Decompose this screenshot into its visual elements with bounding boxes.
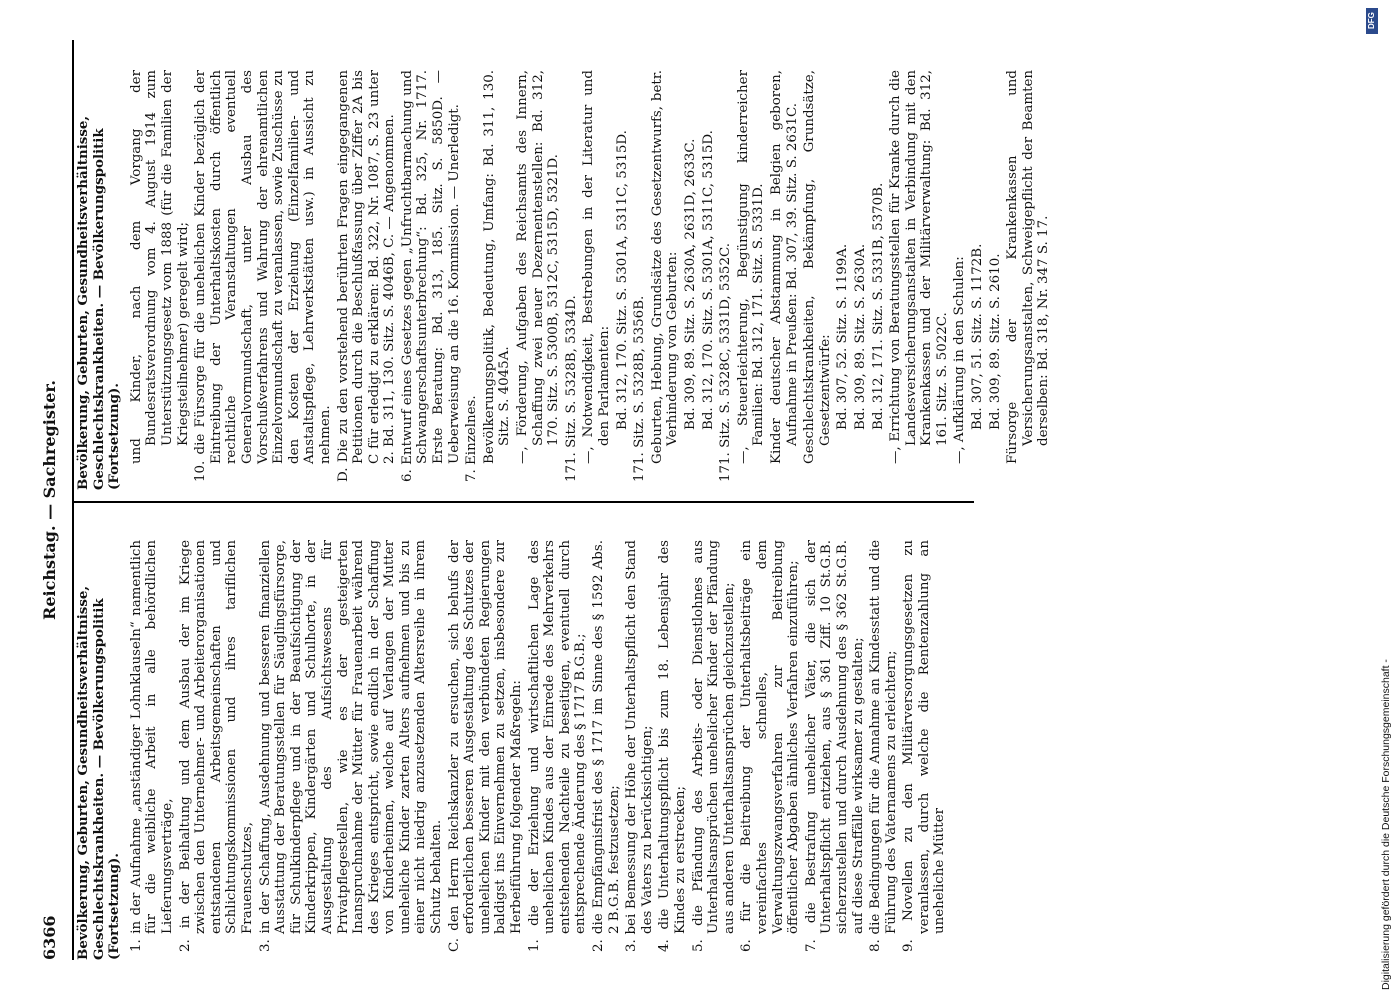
register-entry: —, Notwendigkeit, Bestrebungen in der Literatur und den Parlamenten: xyxy=(581,70,612,464)
left-column-items xyxy=(129,540,948,960)
register-entry: 171. Sitz. S. 5328B, 5356B. xyxy=(632,295,648,482)
rotated-page xyxy=(40,40,1300,960)
dfg-logo: DFG xyxy=(1366,8,1378,34)
register-entry: Fürsorge der Krankenkassen und Versicherungsanstalten, Schweigepflicht der Beamten derselben: Bd. 318, Nr. 347 S. 17. xyxy=(1005,70,1052,464)
register-entry: 6. für die Beitreibung der Unterhaltsbeiträge ein vereinfachtes schnelles, dem Verwaltungszwangsverfahren zur Beitreibung öffentlicher Abgaben ähnliches Verfahren einzuführen; xyxy=(739,540,802,952)
register-entry: 4. die Unterhaltungspflicht bis zum 18. Lebensjahr des Kindes zu erstrecken; xyxy=(657,540,688,952)
digitization-credit: Digitalisierung gefördert durch die Deutsche Forschungsgemeinschaft - xyxy=(1380,659,1392,990)
page-number: 6366 xyxy=(40,915,59,960)
register-entry: 171. Sitz. S. 5328C, 5331D, 5352C. xyxy=(718,243,734,482)
register-entry: Bd. 312, 170. Sitz. S. 5301A, 5311C, 5315D. xyxy=(700,130,716,430)
register-entry: Bd. 307, 52. Sitz. S. 1199A. xyxy=(835,243,851,430)
register-entry: 2. die Empfängnisfrist des § 1717 im Sinne des § 1592 Abs. 2 B.G.B. festzusetzen; xyxy=(591,540,622,952)
register-entry: Bd. 309, 89. Sitz. S. 2610. xyxy=(987,253,1003,430)
register-entry: 8. die Bedingungen für die Annahme an Kindesstatt und die Führung des Vaternamens zu erleichtern; xyxy=(868,540,899,952)
register-entry: C. den Herrn Reichskanzler zu ersuchen, sich behufs der erforderlichen besseren Ausgestaltung des Schutzes der unehelichen Kinder mit den verbündeten Regierungen baldigst ins Einvernehmen zu setzen, insbesondere zur Herbeiführung folgender Maßregeln: xyxy=(446,540,525,952)
register-entry: 6. Entwurf eines Gesetzes gegen „Unfruchtbarmachung und Schwangerschaftsunterbrechung“: Bd. 325, Nr. 1717. Erste Beratung: Bd. 313, 185. Sitz. S. 5850D. — Ueberweisung an die 16. Kommission. — Unerledigt. xyxy=(399,70,462,482)
register-entry: 9. Novellen zu den Militärversorgungsgesetzen zu veranlassen, durch welche die Rentenzahlung an uneheliche Mütter xyxy=(901,540,948,952)
register-entry: Kinder deutscher Abstammung in Belgien geboren, Aufnahme in Preußen: Bd. 307, 39. Sitz. S. 2631C. xyxy=(768,70,800,464)
register-entry: Bd. 309, 89. Sitz. S. 2630A. xyxy=(852,243,868,430)
register-entry: Geschlechtskrankheiten, Bekämpfung, Grundsätze, Gesetzentwürfe: xyxy=(802,70,833,464)
register-entry: Geburten, Hebung, Grundsätze des Gesetzentwurfs, betr. Verhinderung von Geburten: xyxy=(649,70,681,464)
page-header xyxy=(40,40,70,960)
register-entry: Bd. 312, 171. Sitz. S. 5331B, 5370B. xyxy=(870,182,886,430)
register-entry: —, Förderung, Aufgaben des Reichsamts des Innern, Schaffung zwei neuer Dezernentenstellen: Bd. 312, 170. Sitz. S. 5300B, 5312C, 5315D, 5321D. xyxy=(515,70,562,464)
register-entry: 7. die Bestrafung unehelicher Väter, die sich der Unterhaltspflicht entziehen, aus § 361 Ziff. 10 St.G.B. sicherzustellen und durch Ausdehnung des § 362 St.G.B. auf diese Straffälle wirksamer zu gestalten; xyxy=(803,540,866,952)
register-entry: 1. in der Aufnahme „anständiger Lohnklauseln“ namentlich für die weibliche Arbeit in alle behördlichen Lieferungsverträge, xyxy=(128,540,175,952)
register-entry: —, Errichtung von Beratungsstellen für Kranke durch die Landesversicherungsanstalten in Verbindung mit den Krankenkassen und der Militärverwaltung: Bd. 312, 161. Sitz. S. 5022C. xyxy=(888,70,950,464)
right-column-heading: Bevölkerung, Geburten, Gesundheitsverhältnisse, Geschlechtskrankheiten. — Bevölkerungspolitik (Fortsetzung). xyxy=(75,115,123,490)
register-entry: D. Die zu den vorstehend berührten Fragen eingegangenen Petitionen durch die Beschlußfassung über Ziffer 2A bis C für erledigt zu erklären: Bd. 322, Nr. 1087, S. 23 unter 2. Bd. 311, 130. Sitz. S. 4046B, C. — Angenommen. xyxy=(335,70,398,482)
register-entry: 171. Sitz. S. 5328B, 5334D. xyxy=(563,295,579,482)
page-title: Reichstag. — Sachregister. xyxy=(40,380,59,620)
right-column xyxy=(76,70,1054,490)
register-entry: Bevölkerungspolitik, Bedeutung, Umfang: Bd. 311, 130. Sitz. S. 4045A. xyxy=(481,70,513,464)
register-entry: 5. die Pfändung des Arbeits- oder Dienstlohnes aus Unterhaltsansprüchen unehelicher Kinder der Pfändung aus anderen Unterhaltsansprüchen gleichzustellen; xyxy=(690,540,737,952)
register-entry: und Kinder, nach dem Vorgang der Bundesratsverordnung vom 4. August 1914 zum Unterstützungsgesetz vom 1888 (für die Familien der Kriegsteilnehmer) geregelt wird; xyxy=(128,70,191,464)
register-entry: Bd. 309, 89. Sitz. S. 2630A, 2631D, 2633C. xyxy=(682,138,698,430)
column-divider xyxy=(74,502,974,504)
left-column xyxy=(76,540,950,960)
register-entry: 10. die Fürsorge für die unehelichen Kinder bezüglich der Eintreibung der Unterhaltskosten durch öffentlich rechtliche Veranstaltungen eventuell Generalvormundschaft, unter Ausbau des Vorschußverfahrens und Wahrung der ehrenamtlichen Einzelvormundschaft zu veranlassen, sowie Zuschüsse zu den Kosten der Erziehung (Einzelfamilien- und Anstaltspflege, Lehrwerkstätten usw.) in Aussicht zu nehmen. xyxy=(193,70,333,482)
register-entry: 3. in der Schaffung, Ausdehnung und besseren finanziellen Ausstattung der Beratungsstellen für Säuglingsfürsorge, für Schulkinderpflege und in der Beaufsichtigung der Kinderkrippen, Kindergärten und Schulhorte, in der Ausgestaltung des Aufsichtswesens für Privatpflegestellen, wie es der gesteigerten Inanspruchnahme der Mütter für Frauenarbeit während des Krieges entspricht, sowie endlich in der Schaffung von Kinderheimen, welche auf Verlangen der Mutter uneheliche Kinder zarten Alters aufnehmen und bis zu einer nicht niedrig anzusetzenden Altersreihe in ihrem Schutz behalten. xyxy=(257,540,445,952)
register-entry: 1. die der Erziehung und wirtschaftlichen Lage des unehelichen Kindes aus der Einrede des Mehrverkehrs entstehenden Nachteile zu beseitigen, eventuell durch entsprechende Änderung des § 1717 B.G.B.; xyxy=(526,540,589,952)
register-entry: —, Aufklärung in den Schulen: xyxy=(952,256,968,464)
right-column-items xyxy=(129,70,1052,490)
header-rule xyxy=(72,40,74,960)
left-column-heading: Bevölkerung, Geburten, Gesundheitsverhältnisse, Geschlechtskrankheiten. — Bevölkerungspolitik (Fortsetzung). xyxy=(75,585,123,960)
register-entry: —, Steuerleichterung, Begünstigung kinderreicher Familien: Bd. 312, 171. Sitz. S. 5331D. xyxy=(735,70,767,464)
register-entry: Bd. 312, 170. Sitz. S. 5301A, 5311C, 5315D. xyxy=(614,130,630,430)
register-entry: 7. Einzelnes. xyxy=(464,395,480,482)
register-entry: Bd. 307, 51. Sitz. S. 1172B. xyxy=(970,243,986,430)
register-entry: 3. bei Bemessung der Höhe der Unterhaltspflicht den Stand des Vaters zu berücksichtigen; xyxy=(624,540,655,952)
register-entry: 2. in der Beihaltung und dem Ausbau der im Kriege zwischen den Unternehmer- und Arbeiterorganisationen entstandenen Arbeitsgemeinschaften und Schlichtungskommissionen und ihres tariflichen Frauenschutzes, xyxy=(177,540,255,952)
